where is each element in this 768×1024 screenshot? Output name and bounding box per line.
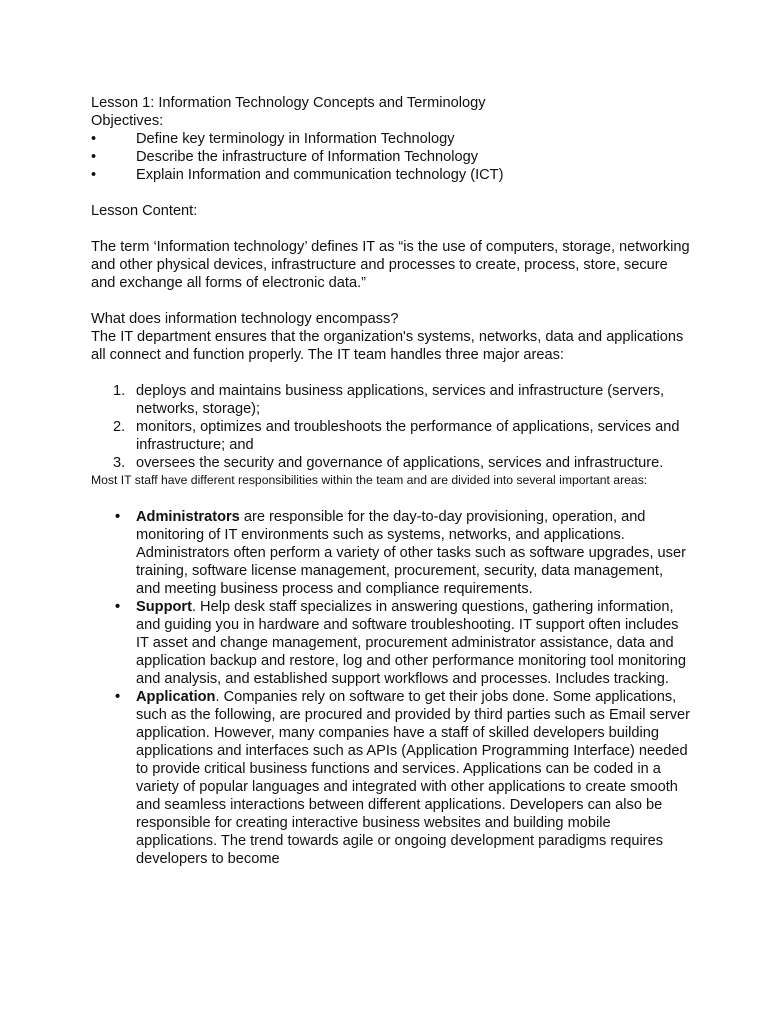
definition-paragraph: The term ‘Information technology’ defines IT as “is the use of computers, storage, networking and other physical devices, infrastructure and processes to create, process, store, secure and exchange all forms of electronic data.” [91, 239, 690, 291]
list-item [91, 598, 691, 688]
encompass-question: What does information technology encompass? [91, 311, 399, 327]
list-number: 3. [113, 455, 126, 471]
major-areas-list [91, 382, 691, 472]
bullet-icon: • [91, 149, 97, 165]
objective-text: Explain Information and communication technology (ICT) [136, 167, 504, 183]
role-text: are responsible for the day-to-day provisioning, operation, and monitoring of IT environments such as systems, networks, and applications. Administrators often perform a variety of other tasks such as software upgrades, user training, software license management, procurement, security, data management, and meeting business process and compliance requirements. [136, 509, 686, 597]
list-item [91, 418, 691, 454]
bullet-icon: • [115, 689, 121, 705]
list-item-text: monitors, optimizes and troubleshoots the performance of applications, services and infrastructure; and [136, 419, 680, 453]
role-text: . Help desk staff specializes in answering questions, gathering information, and guiding you in hardware and software troubleshooting. IT support often includes IT asset and change management, procurement administrator assistance, data and application backup and restore, log and other performance monitoring tool monitoring and analysis, and established support workflows and processes. Includes tracking. [136, 599, 687, 687]
it-department-paragraph: The IT department ensures that the organization's systems, networks, data and applications all connect and function properly. The IT team handles three major areas: [91, 329, 684, 363]
list-item [91, 688, 691, 868]
role-text: . Companies rely on software to get their jobs done. Some applications, such as the following, are procured and provided by third parties such as Email server application. However, many companies have a staff of skilled developers building applications and interfaces such as APIs (Application Programming Interface) needed to provide critical business functions and services. Applications can be coded in a variety of popular languages and integrated with other applications to create smooth and seamless interactions between different applications. Developers can also be responsible for creating interactive business websites and building mobile applications. The trend towards agile or ongoing development paradigms requires developers to become [136, 689, 691, 867]
role-description [136, 688, 691, 868]
list-number: 1. [113, 383, 126, 399]
list-number: 2. [113, 419, 126, 435]
objective-item [91, 148, 691, 166]
lesson-content-label: Lesson Content: [91, 203, 198, 219]
staff-paragraph: Most IT staff have different responsibilities within the team and are divided into several important areas: [91, 473, 648, 487]
bullet-icon: • [115, 509, 121, 525]
objective-text: Describe the infrastructure of Information Technology [136, 149, 479, 165]
list-item-text: oversees the security and governance of applications, services and infrastructure. [136, 455, 664, 471]
objective-text: Define key terminology in Information Technology [136, 131, 455, 147]
list-item-text: deploys and maintains business applications, services and infrastructure (servers, networks, storage); [136, 383, 665, 417]
roles-list [91, 508, 691, 868]
lesson-title: Lesson 1: Information Technology Concepts and Terminology [91, 95, 486, 111]
role-term: Application [136, 689, 216, 705]
list-item [91, 454, 691, 472]
role-term: Administrators [136, 509, 240, 525]
role-term: Support [136, 599, 192, 615]
bullet-icon: • [91, 167, 97, 183]
bullet-icon: • [115, 599, 121, 615]
objective-item [91, 166, 691, 184]
objective-item [91, 130, 691, 148]
objectives-label: Objectives: [91, 113, 164, 129]
bullet-icon: • [91, 131, 97, 147]
role-description [136, 598, 691, 688]
list-item [91, 382, 691, 418]
list-item [91, 508, 691, 598]
document-page [91, 94, 691, 868]
role-description [136, 508, 691, 598]
